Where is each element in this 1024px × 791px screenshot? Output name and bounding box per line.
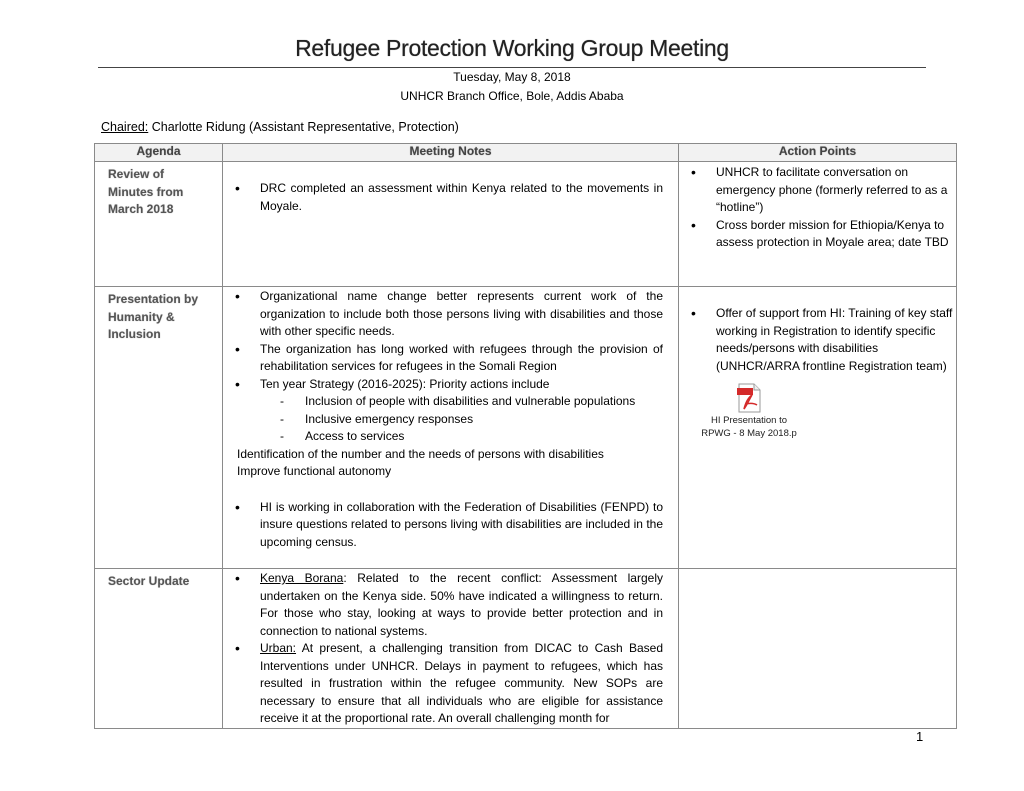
table-header-row [95,144,957,162]
notes-list [223,180,678,215]
table-row [95,162,957,287]
note-text: Related to the recent conflict: Assessment largely undertaken on the Kenya side. 50% have indicated a willingness to return. For those who stay, looking at ways to provide better protection and in connection to national systems. [260,571,663,638]
page-number: 1 [916,729,924,744]
pdf-attachment[interactable] [689,383,809,440]
list-item: • DRC completed an assessment within Kenya related to the movements in Moyale. [223,180,678,215]
chaired-label: Chaired: [101,120,149,134]
chaired-value: Charlotte Ridung (Assistant Representative, Protection) [148,120,459,134]
agenda-cell [95,162,223,287]
agenda-title: Sector Update [108,574,190,588]
subheading: Kenya Borana [260,571,344,585]
notes-list [223,570,678,728]
meeting-date: Tuesday, May 8, 2018 [453,70,571,84]
subheading: Urban: [260,641,297,655]
plain-line: Identification of the number and the needs of persons with disabilities [237,446,604,461]
agenda-cell [95,569,223,729]
table-row [95,287,957,569]
pdf-file-icon [736,383,762,413]
table-row [95,569,957,729]
notes-list [223,288,678,393]
attachment-name-line1: HI Presentation to [710,415,788,426]
notes-cell [223,162,679,287]
list-item: • Cross border mission for Ethiopia/Kenya to assess protection in Moyale area; date TBD [679,217,956,252]
list-item: • Organizational name change better represents current work of the organization to include both those persons living with disabilities and those with other specific needs. [223,288,678,341]
header-agenda: Agenda [95,144,223,162]
title-rule [98,67,926,68]
note-text: At present, a challenging transition from DICAC to Cash Based Interventions under UNHCR. Delays in payment to refugees, which has resulted in frustration within the refugee community. New SOPs are necessary to ensure that all individuals who are eligible for assistance receive it at the proportional rate. An overall challenging month for [260,641,663,725]
actions-list [679,305,956,375]
chaired-line [101,120,459,134]
minutes-table [94,143,957,729]
header-action-points: Action Points [679,144,957,162]
notes-cell [223,569,679,729]
list-item: • The organization has long worked with refugees through the provision of rehabilitation services for refugees in the Somali Region [223,341,678,376]
list-item: - Inclusive emergency responses [223,411,678,429]
actions-cell [679,287,957,569]
notes-cell [223,287,679,569]
agenda-cell [95,287,223,569]
list-item [223,570,678,640]
list-item: - Access to services [223,428,678,446]
list-item: • Ten year Strategy (2016-2025): Priority actions include [223,376,678,394]
actions-cell [679,162,957,287]
meeting-location: UNHCR Branch Office, Bole, Addis Ababa [400,89,624,103]
actions-list [679,164,956,252]
actions-cell [679,569,957,729]
agenda-title: Presentation by Humanity & Inclusion [108,292,199,341]
document-title: Refugee Protection Working Group Meeting [295,35,729,61]
priority-actions-list [223,393,678,446]
list-item [223,640,678,728]
notes-list-2 [223,499,678,552]
plain-line: Improve functional autonomy [237,464,392,478]
agenda-title: Review of Minutes from March 2018 [108,167,184,216]
list-item: • UNHCR to facilitate conversation on emergency phone (formerly referred to as a “hotline”) [679,164,956,217]
separator: : [343,571,358,585]
list-item: • HI is working in collaboration with the Federation of Disabilities (FENPD) to insure questions related to persons living with disabilities are included in the upcoming census. [223,499,678,552]
list-item: • Offer of support from HI: Training of key staff working in Registration to identify specific needs/persons with disabilities (UNHCR/ARRA frontline Registration team) [679,305,956,375]
attachment-name-line2: RPWG - 8 May 2018.p [701,427,797,439]
list-item: - Inclusion of people with disabilities and vulnerable populations [223,393,678,411]
header-meeting-notes: Meeting Notes [223,144,679,162]
